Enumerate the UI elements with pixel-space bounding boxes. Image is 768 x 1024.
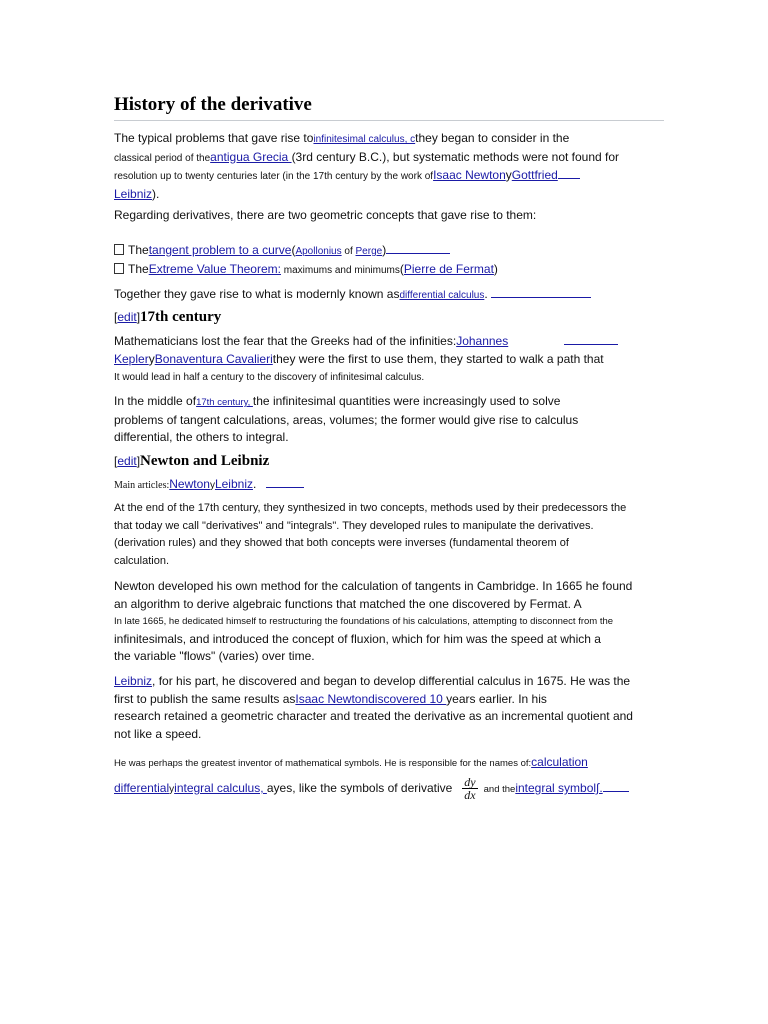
paragraph-text: y — [169, 784, 175, 795]
paragraph-text: In the middle of — [114, 394, 197, 408]
bullet-text: ) — [493, 261, 498, 276]
together-text: . — [484, 287, 488, 301]
paragraph-line: the variable "flows" (varies) over time. — [114, 649, 315, 663]
paragraph-newton-2 — [114, 578, 664, 666]
main-articles-label: Main articles: — [114, 480, 170, 491]
paragraph-text: not like a speed. — [114, 726, 202, 741]
intro-text: classical period of the — [114, 152, 211, 164]
intro-text: ). — [152, 186, 160, 201]
bullet-icon — [114, 263, 124, 274]
intro-paragraph — [114, 130, 664, 203]
intro-text: The typical problems that gave rise to — [114, 131, 314, 145]
link-leibniz-inline[interactable]: Leibniz — [114, 674, 153, 688]
paragraph-text: Mathematicians lost the fear that the Greeks had of the infinities: — [114, 334, 457, 348]
paragraph-line: infinitesimals, and introduced the concept of fluxion, which for him was the speed at which a — [114, 631, 601, 646]
bullet-text: The — [128, 261, 149, 276]
link-underline — [491, 287, 591, 298]
bullet-list — [114, 242, 664, 279]
link-isaac-newton[interactable]: Isaac Newton — [433, 168, 506, 182]
list-item — [114, 261, 664, 280]
paragraph-text: He was perhaps the greatest inventor of mathematical symbols. He is responsible for the names of: — [114, 758, 532, 769]
intro-text: (3rd century B.C.), but systematic methods were not found for — [291, 149, 620, 164]
paragraph-text: differential, the others to integral. — [114, 430, 289, 444]
link-integral-calculus[interactable]: integral calculus, — [174, 781, 267, 795]
link-extreme-value-theorem[interactable]: Extreme Value Theorem: — [148, 261, 281, 276]
paragraph-text: y — [148, 351, 155, 366]
paragraph-newton-1 — [114, 500, 664, 570]
paragraph-text: It would lead in half a century to the discovery of infinitesimal calculus. — [114, 372, 425, 383]
link-differential-calculus[interactable]: differential calculus — [399, 290, 485, 301]
main-articles-text: y — [209, 480, 215, 491]
edit-link[interactable]: edit — [117, 310, 137, 324]
link-underline — [558, 168, 580, 179]
paragraph-text: problems of tangent calculations, areas, volumes; the former would give rise to calculus — [114, 412, 579, 427]
link-17th-century[interactable]: 17th century, — [196, 397, 253, 408]
together-text: Together they gave rise to what is modernly known as — [114, 287, 400, 301]
link-tangent-problem[interactable]: tangent problem to a curve — [148, 243, 292, 257]
paragraph-line: At the end of the 17th century, they synthesized in two concepts, methods used by their predecessors the — [114, 502, 627, 514]
link-underline — [603, 781, 629, 792]
paragraph-text: the infinitesimal quantities were increasingly used to solve — [252, 394, 561, 408]
paragraph-newton-3 — [114, 673, 664, 743]
intro-text: they began to consider in the — [415, 131, 570, 145]
bullet-text: maximums and minimums — [280, 264, 400, 276]
fraction-denominator: dx — [464, 788, 476, 803]
paragraph-newton-4 — [114, 750, 664, 802]
bullet-text: The — [128, 243, 149, 257]
paragraph-17th-b — [114, 393, 664, 447]
link-discovered[interactable]: discovered 10 — [368, 691, 447, 706]
bullet-icon — [114, 244, 124, 255]
link-underline — [564, 334, 618, 345]
paragraph-text: , for his part, he discovered and began to develop differential calculus in 1675. He was the — [152, 674, 631, 688]
paragraph-line: In late 1665, he dedicated himself to restructuring the foundations of his calculations, attempting to disconnect from the — [114, 616, 614, 627]
regarding-paragraph: Regarding derivatives, there are two geometric concepts that gave rise to them: — [114, 208, 537, 222]
link-underline — [266, 477, 304, 488]
paragraph-line: calculation. — [114, 554, 170, 567]
link-kepler[interactable]: Kepler — [114, 351, 149, 366]
edit-link[interactable]: edit — [117, 454, 137, 468]
bullet-text: of — [341, 246, 356, 257]
section-title: Newton and Leibniz — [140, 453, 270, 469]
link-apollonius[interactable]: Apollonius — [295, 246, 342, 257]
paragraph-text: first to publish the same results as — [114, 691, 296, 706]
link-pierre-de-fermat[interactable]: Pierre de Fermat — [403, 261, 494, 276]
page-title: History of the derivative — [114, 94, 664, 121]
derivative-symbol — [462, 776, 477, 801]
paragraph-line: Newton developed his own method for the calculation of tangents in Cambridge. In 1665 he found — [114, 579, 633, 593]
list-item — [114, 242, 664, 261]
section-title: 17th century — [140, 309, 222, 325]
paragraph-line: that today we call "derivatives" and "integrals". They developed rules to manipulate the derivatives. — [114, 519, 594, 532]
paragraph-text: they were the first to use them, they started to walk a path that — [272, 351, 604, 366]
paragraph-text: research retained a geometric character and treated the derivative as an incremental quotient and — [114, 709, 633, 723]
link-perge[interactable]: Perge — [355, 246, 383, 257]
link-antigua-grecia[interactable]: antigua Grecia — [210, 149, 292, 164]
bullet-text: ) — [382, 243, 387, 257]
paragraph-text: and the — [483, 784, 516, 795]
link-johannes[interactable]: Johannes — [456, 334, 509, 348]
intro-text: resolution up to twenty centuries later (in the 17th century by the work of — [114, 171, 434, 182]
bullet-text: ( — [399, 261, 404, 276]
section-heading-newton-leibniz: [edit]Newton and Leibniz — [114, 453, 270, 469]
link-differential[interactable]: differential — [114, 781, 170, 795]
paragraph-line: (derivation rules) and they showed that both concepts were inverses (fundamental theorem of — [114, 537, 569, 549]
fraction-numerator: dy — [464, 775, 476, 790]
main-articles-text: . — [252, 477, 257, 491]
paragraph-text: years earlier. In his — [446, 691, 547, 706]
link-leibniz-article[interactable]: Leibniz — [214, 477, 253, 491]
link-bonaventura-cavalieri[interactable]: Bonaventura Cavalieri — [154, 351, 273, 366]
paragraph-line: an algorithm to derive algebraic functions that matched the one discovered by Fermat. A — [114, 596, 582, 611]
paragraph-17th-a — [114, 333, 664, 387]
link-calculation[interactable]: calculation — [531, 755, 588, 769]
link-gottfried[interactable]: Gottfried — [511, 168, 558, 182]
link-integral-symbol[interactable]: integral symbol∫. — [515, 781, 603, 795]
link-leibniz[interactable]: Leibniz — [114, 186, 153, 201]
link-underline — [386, 243, 450, 254]
main-articles — [114, 476, 664, 495]
bullet-text: ( — [291, 243, 296, 257]
intro-text: y — [505, 168, 512, 182]
section-heading-17th-century: [edit]17th century — [114, 309, 222, 325]
paragraph-text: ayes, like the symbols of derivative — [266, 781, 453, 795]
link-isaac-newton-inline[interactable]: Isaac Newton — [295, 691, 369, 706]
link-infinitesimal-calculus[interactable]: infinitesimal calculus, c — [313, 134, 416, 145]
together-paragraph — [114, 286, 664, 305]
link-newton[interactable]: Newton — [169, 477, 210, 491]
